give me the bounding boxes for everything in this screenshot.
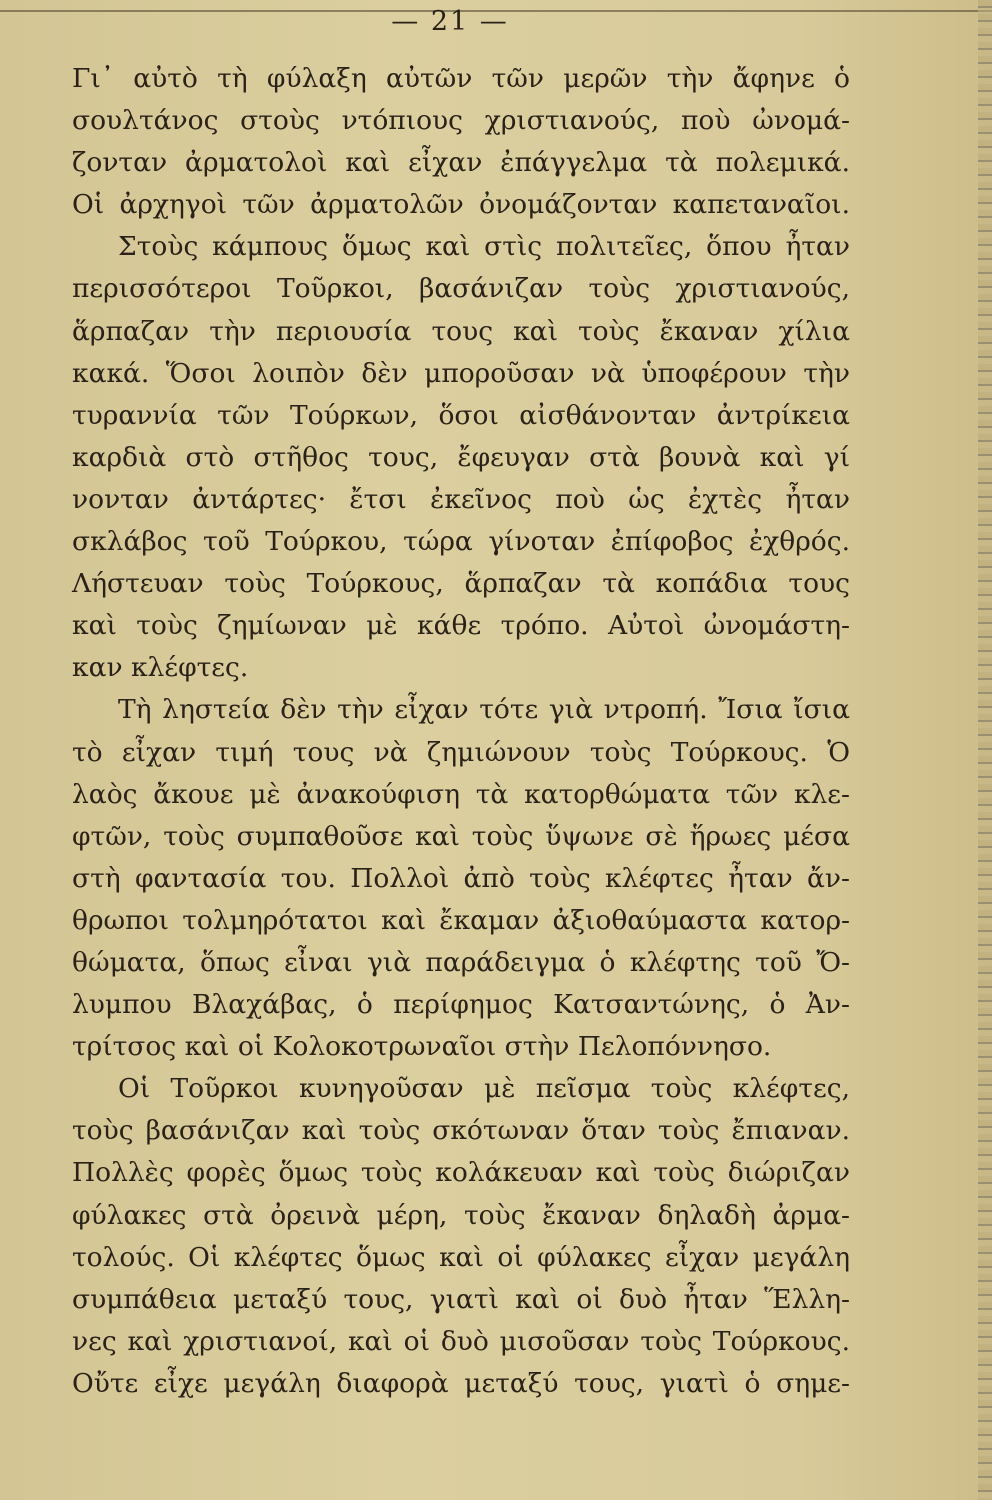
page-number: — 21 — <box>391 6 509 37</box>
text-line: καὶ τοὺς ζημίωναν μὲ κάθε τρόπο. Αὐτοὶ ὠνομάστη- <box>72 610 850 642</box>
text-line: θρωποι τολμηρότατοι καὶ ἔκαμαν ἀξιοθαύμαστα κατορ- <box>72 904 850 936</box>
text-line: Τὴ ληστεία δὲν τὴν εἶχαν τότε γιὰ ντροπή. Ἴσια ἴσια <box>118 694 850 726</box>
text-line: Γι᾿ αὐτὸ τὴ φύλαξη αὐτῶν τῶν μερῶν τὴν ἄφηνε ὁ <box>72 63 850 94</box>
text-line: Λήστευαν τοὺς Τούρκους, ἅρπαζαν τὰ κοπάδια τους <box>72 568 850 600</box>
text-line: θώματα, ὅπως εἶναι γιὰ παράδειγμα ὁ κλέφτης τοῦ Ὄ- <box>72 946 850 978</box>
text-line: κακά. Ὅσοι λοιπὸν δὲν μποροῦσαν νὰ ὑποφέρουν τὴν <box>72 357 850 389</box>
text-line: τοὺς βασάνιζαν καὶ τοὺς σκότωναν ὅταν τοὺς ἔπιαναν. <box>72 1115 850 1147</box>
text-line: συμπάθεια μεταξύ τους, γιατὶ καὶ οἱ δυὸ ἦταν Ἕλλη- <box>72 1283 850 1315</box>
text-line: καν κλέφτες. <box>72 652 249 684</box>
text-line: Οἱ ἀρχηγοὶ τῶν ἀρματολῶν ὀνομάζονταν καπεταναῖοι. <box>72 189 850 221</box>
text-line: Οὔτε εἶχε μεγάλη διαφορὰ μεταξύ τους, γιατὶ ὁ σημε- <box>72 1367 850 1399</box>
body-text <box>72 58 850 1405</box>
text-line: Στοὺς κάμπους ὅμως καὶ στὶς πολιτεῖες, ὅπου ἦταν <box>118 231 850 263</box>
text-line: φτῶν, τοὺς συμπαθοῦσε καὶ τοὺς ὕψωνε σὲ ἥρωες μέσα <box>72 820 850 852</box>
text-line: ἅρπαζαν τὴν περιουσία τους καὶ τοὺς ἔκαναν χίλια <box>72 315 850 347</box>
text-line: σκλάβος τοῦ Τούρκου, τώρα γίνοταν ἐπίφοβος ἐχθρός. <box>72 526 850 558</box>
text-line: Οἱ Τοῦρκοι κυνηγοῦσαν μὲ πεῖσμα τοὺς κλέφτες, <box>118 1073 850 1105</box>
text-line: Πολλὲς φορὲς ὅμως τοὺς κολάκευαν καὶ τοὺς διώριζαν <box>72 1157 850 1189</box>
text-line: ζονταν ἀρματολοὶ καὶ εἶχαν ἐπάγγελμα τὰ πολεμικά. <box>72 147 850 179</box>
text-line: νες καὶ χριστιανοί, καὶ οἱ δυὸ μισοῦσαν τοὺς Τούρκους. <box>72 1325 850 1357</box>
text-line: λυμπου Βλαχάβας, ὁ περίφημος Κατσαντώνης, ὁ Ἀν- <box>72 989 850 1021</box>
text-line: σουλτάνος στοὺς ντόπιους χριστιανούς, ποὺ ὠνομά- <box>72 105 850 137</box>
text-line: τολούς. Οἱ κλέφτες ὅμως καὶ οἱ φύλακες εἶχαν μεγάλη <box>72 1241 850 1273</box>
page-edge <box>978 0 992 1500</box>
text-line: νονταν ἀντάρτες· ἔτσι ἐκεῖνος ποὺ ὡς ἐχτὲς ἦταν <box>72 483 850 515</box>
text-line: τὸ εἶχαν τιμή τους νὰ ζημιώνουν τοὺς Τούρκους. Ὁ <box>72 736 850 768</box>
text-line: φύλακες στὰ ὀρεινὰ μέρη, τοὺς ἔκαναν δηλαδὴ ἀρμα- <box>72 1199 850 1231</box>
text-line: περισσότεροι Τοῦρκοι, βασάνιζαν τοὺς χριστιανούς, <box>72 273 850 305</box>
text-line: καρδιὰ στὸ στῆθος τους, ἔφευγαν στὰ βουνὰ καὶ γί <box>72 441 850 473</box>
text-line: τυραννία τῶν Τούρκων, ὅσοι αἰσθάνονταν ἀντρίκεια <box>72 399 850 431</box>
text-line: λαὸς ἄκουε μὲ ἀνακούφιση τὰ κατορθώματα τῶν κλε- <box>72 778 850 810</box>
text-line: τρίτσος καὶ οἱ Κολοκοτρωναῖοι στὴν Πελοπόννησο. <box>72 1031 772 1063</box>
text-line: στὴ φαντασία του. Πολλοὶ ἀπὸ τοὺς κλέφτες ἦταν ἄν- <box>72 862 850 894</box>
